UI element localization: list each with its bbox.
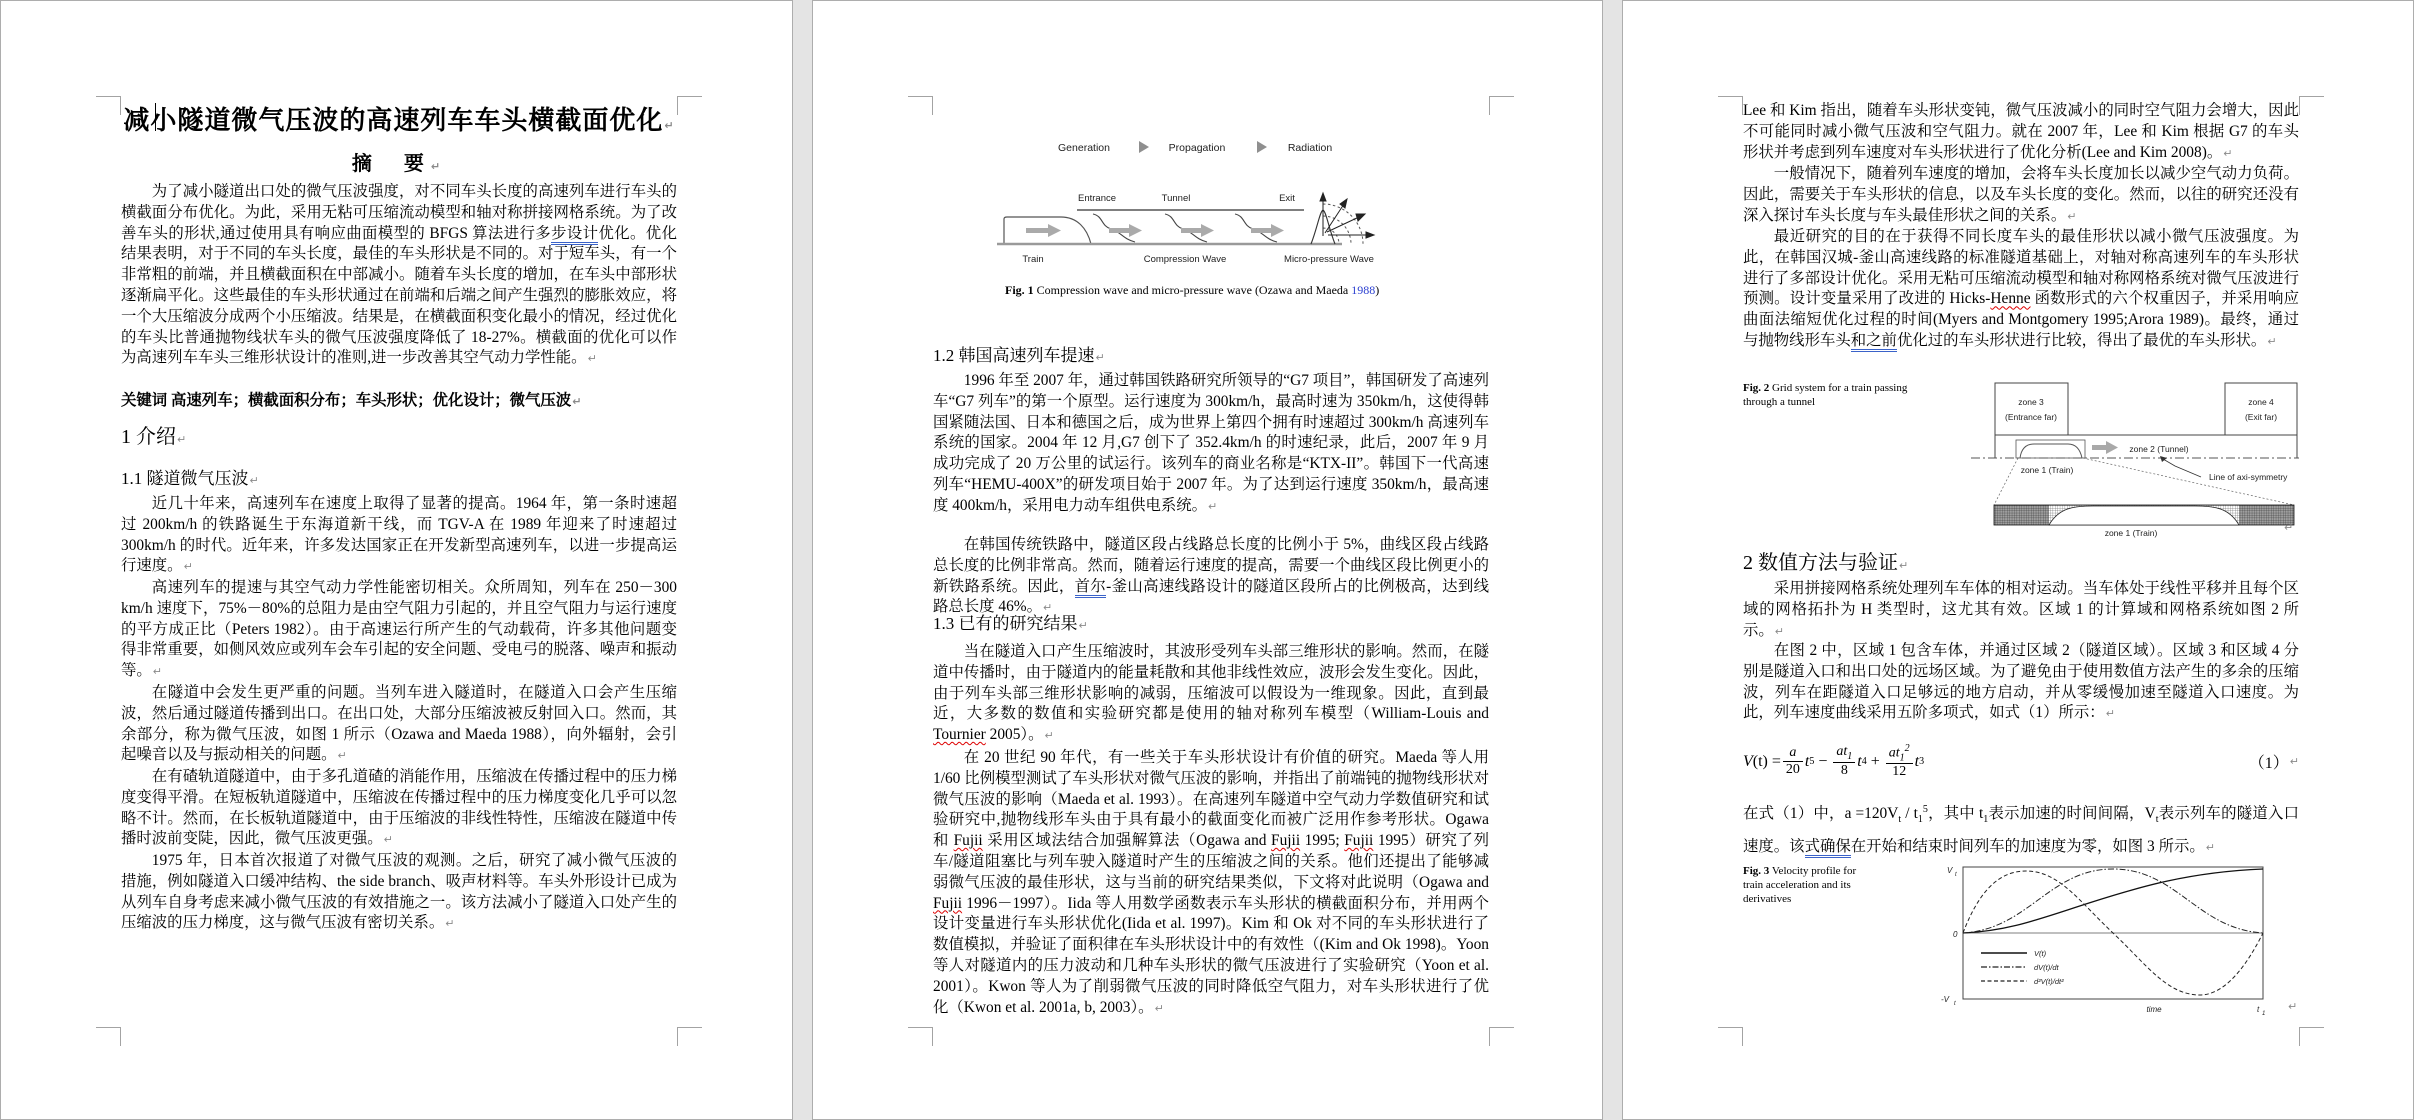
figure-3-caption: Fig. 3 Velocity profile for train acceleration and its derivatives <box>1743 865 1857 905</box>
revision-marked-text: 首尔 <box>1075 578 1106 598</box>
train-mesh-profile <box>2049 506 2239 525</box>
paragraph-mark <box>2287 997 2297 1015</box>
curve-first-derivative <box>1963 869 2263 933</box>
abstract-heading[interactable]: 摘 要 ↵ <box>121 147 677 176</box>
fig1-exit-label: Exit <box>1279 193 1295 204</box>
spellcheck-flagged-word: Henne <box>1990 290 2031 308</box>
text-boundary-mark <box>677 1027 702 1046</box>
revision-marked-text: 和之前 <box>1851 332 1897 352</box>
text-boundary-mark <box>96 1027 121 1046</box>
train-motion-arrow-icon <box>1048 224 1061 237</box>
fig3-ybot-label: -V <box>1941 995 1949 1004</box>
paragraph[interactable]: 在图 2 中，区域 1 包含车体，并通过区域 2（隧道区域）。区域 3 和区域 4 分别是隧道入口和出口处的远场区域。为了避免由于使用数值方法产生的多余的压缩波，列车在距隧道入口足够远的地方启动，并从零缓慢加速至隧道入口速度。为此，列车速度曲线采用五阶多项式，如式（1）所示： ↵ <box>1743 641 2299 725</box>
text-boundary-mark <box>2299 1027 2324 1046</box>
curve-velocity <box>1963 869 2263 933</box>
spellcheck-flagged-word: Fujii <box>1271 832 1301 850</box>
fig1-step-generation: Generation <box>1058 142 1110 154</box>
paragraph[interactable]: 1996 年至 2007 年，通过韩国铁路研究所领导的“G7 项目”，韩国研发了高速列车“G7 列车”的第一个原型。运行速度为 300km/h，最高时速为 350km/h，这使得韩国紧随法国、日本和德国之后，成为世界上第四个拥有时速超过 300km/h 高速列车系统的国家。2004 年 12 月,G7 创下了 352.4km/h 的时速纪录，此后，2007 年 9 月成功完成了 20 万公里的试运行。该列车的商业名称是“KTX-II”。韩国下一代高速列车“HEMU-400X”的研发项目始于 2007 年。为了达到运行速度 350km/h，最高速度 400km/h，采用电力动车组供电系统。 ↵ <box>933 371 1489 518</box>
fig1-step-radiation: Radiation <box>1287 142 1333 154</box>
fig2-zone1b-label: zone 1 (Train) <box>2104 528 2158 538</box>
heading-1-3[interactable]: 1.3 已有的研究结果 ↵ <box>933 609 1489 634</box>
paragraph[interactable]: 在有碴轨道隧道中，由于多孔道碴的消能作用，压缩波在传播过程中的压力梯度变得平滑。在短板轨道隧道中，压缩波在传播过程中的压力梯度变化几乎可以忽略不计。然而，在长板轨道隧道中，由于压缩波的非线性特性，压缩波在隧道中传播时波前变陡，因此，微气压波更强。 ↵ <box>121 767 677 851</box>
fig2-zone2-label: zone 2 (Tunnel) <box>2129 444 2189 454</box>
fig3-yzero-label: 0 <box>1953 930 1958 939</box>
fig3-legend <box>1981 949 2064 986</box>
fig2-zone3-sub: (Entrance far) <box>2005 412 2057 422</box>
fig3-x-label: time <box>2146 1005 2162 1014</box>
fig1-entrance-label: Entrance <box>1077 193 1117 204</box>
text-boundary-mark <box>908 96 933 115</box>
text-boundary-mark <box>1718 96 1743 115</box>
figure-1 <box>997 131 1407 339</box>
paragraph[interactable]: 最近研究的目的在于获得不同长度车头的最佳形状以减小微气压波强度。为此，在韩国汉城-釜山高速线路的标准隧道基础上，对轴对称高速列车的车头形状进行了多部设计优化。采用无粘可压缩流动模型和轴对称网格系统对微气压波进行预测。设计变量采用了改进的 Hicks-Henne 函数形式的六个权重因子，并采用响应曲面法缩短优化过程的时间(Myers and Montgomery 1995;Arora 1989)。最终，通过与抛物线形车头和之前优化过的车头形状进行比较，得出了最优的车头形状。 ↵ <box>1743 227 2299 353</box>
paragraph[interactable]: 采用拼接网格系统处理列车车体的相对运动。当车体处于线性平移并且每个区域的网格拓扑为 H 类型时，这尤其有效。区域 1 的计算域和网格系统如图 2 所示。 ↵ <box>1743 579 2299 642</box>
svg-text:V(t): V(t) <box>2034 949 2047 958</box>
keywords-line[interactable]: 关键词 高速列车；横截面积分布；车头形状；优化设计；微气压波 ↵ <box>121 391 677 413</box>
text-boundary-mark <box>2299 96 2324 115</box>
paragraph[interactable]: 在式（1）中，$a =120V_t / t_1^5$，其中 $t_1$表示加速的时间间隔，$V_t$表示列车的隧道入口速度。该式确保在开始和结束时间列车的加速度为零，如图 3 所示。 ↵ <box>1743 796 2299 861</box>
svg-text:t: t <box>1954 1001 1956 1007</box>
page-1[interactable] <box>0 0 793 1120</box>
heading-2-method[interactable]: 2 数值方法与验证 ↵ <box>1743 546 2299 575</box>
equation-1[interactable]: V (t) = $\frac{a}{20}$ t 5 − $\frac{at_1}{8}$ t 4 + $\frac{at_1^2}{12}$ t 3 （1） ↵ <box>1743 743 2299 780</box>
heading-1-1[interactable]: 1.1 隧道微气压波 ↵ <box>121 464 677 489</box>
text-boundary-mark <box>1489 1027 1514 1046</box>
text-boundary-mark <box>96 96 121 115</box>
paragraph[interactable]: 一般情况下，随着列车速度的增加，会将车头长度加长以减少空气动力负荷。因此，需要关于车头形状的信息，以及车头长度的变化。然而，以往的研究还没有深入探讨车头长度与车头最佳形状之间的关系。 ↵ <box>1743 164 2299 227</box>
fig2-axi-label: Line of axi-symmetry <box>2209 472 2288 482</box>
fig2-zone3-label: zone 3 <box>2018 397 2044 407</box>
figure-3-chart <box>1939 861 2279 1016</box>
text-boundary-mark <box>1489 96 1514 115</box>
radiation-arrows <box>1320 193 1374 238</box>
document-title[interactable]: 减小隧道微气压波的高速列车车头横截面优化 ↵ <box>121 100 677 137</box>
paragraph[interactable]: 在韩国传统铁路中，隧道区段占线路总长度的比例小于 5%，曲线区段占线路总长度的比例非常高。然而，随着运行速度的提高，需要一个曲线区段比例更小的新铁路系统。因此，首尔-釜山高速线路设计的隧道区段所占的比例极高，达到线路总长度 46%。 ↵ <box>933 535 1489 619</box>
heading-1-2[interactable]: 1.2 韩国高速列车提速 ↵ <box>933 341 1489 366</box>
spellcheck-flagged-word: Fujii <box>953 832 983 850</box>
equation-number: （1） <box>2248 755 2289 773</box>
figure-3 <box>1743 859 2299 1019</box>
revision-marked-text: 式确保 <box>1805 838 1851 858</box>
svg-text:t: t <box>1955 872 1957 878</box>
paragraph[interactable]: 在隧道中会发生更严重的问题。当列车进入隧道时，在隧道入口会产生压缩波，然后通过隧道传播到出口。在出口处，大部分压缩波被反射回入口。然而，其余部分，称为微气压波，如图 1 所示（Ozawa and Maeda 1988），向外辐射，会引起噪音以及与振动相关的问题。 ↵ <box>121 683 677 767</box>
svg-text:dV(t)/dt: dV(t)/dt <box>2034 963 2059 972</box>
fig3-ytop-label: V <box>1947 866 1953 875</box>
figure-1-diagram <box>997 131 1397 273</box>
svg-text:d²V(t)/dt²: d²V(t)/dt² <box>2034 977 2064 986</box>
spellcheck-flagged-word: Fujii <box>1344 832 1374 850</box>
fig1-micro-label: Micro-pressure Wave <box>1284 254 1374 265</box>
text-boundary-mark <box>677 96 702 115</box>
revision-marked-text: 步设计 <box>551 225 598 245</box>
figure-2 <box>1743 376 2299 544</box>
wave-arrow-icon <box>1201 224 1214 237</box>
paragraph[interactable]: 1975 年，日本首次报道了对微气压波的观测。之后，研究了减小微气压波的措施，例如隧道入口缓冲结构、the side branch、吸声材料等。车头外形设计已成为从列车自身考虑来减小微气压波的有效措施之一。该方法减小了隧道入口处产生的压缩波的压力梯度，这与微气压波有密切关系。 ↵ <box>121 851 677 935</box>
fig2-zone1-label: zone 1 (Train) <box>2020 465 2074 475</box>
fig2-zone4-sub: (Exit far) <box>2244 412 2278 422</box>
paragraph[interactable]: 高速列车的提速与其空气动力学性能密切相关。众所周知，列车在 250－300 km/h 速度下，75%－80%的总阻力是由空气阻力引起的，并且空气阻力与运行速度的平方成正比（Peters 1982）。由于高速运行所产生的气动载荷，许多其他问题变得非常重要，如侧风效应或列车会车引起的安全问题、受电弓的脱落、噪声和振动等。 ↵ <box>121 578 677 683</box>
fig1-compression-label: Compression Wave <box>1143 254 1227 265</box>
spellcheck-flagged-word: Tournier <box>933 726 986 744</box>
svg-text:1: 1 <box>2262 1011 2266 1016</box>
step-arrow-icon <box>1139 141 1149 153</box>
figure-2-caption: Fig. 2 Grid system for a train passing through a tunnel <box>1743 382 1908 408</box>
wave-arrow-icon <box>1271 224 1284 237</box>
fig2-zone4-label: zone 4 <box>2248 397 2274 407</box>
page-3[interactable] <box>1622 0 2414 1120</box>
text-boundary-mark <box>1718 1027 1743 1046</box>
fig1-train-label: Train <box>1022 254 1044 265</box>
paragraph[interactable]: 在 20 世纪 90 年代，有一些关于车头形状设计有价值的研究。Maeda 等人用 1/60 比例模型测试了车头形状对微气压波的影响，并指出了前端钝的抛物线形状对微气压波的影响（Maeda et al. 1993）。在高速列车隧道中空气动力学数值研究和试验研究中,抛物线形车头由于具有最小的截面变化而被广泛用作参考形状。Ogawa 和 Fujii 采用区域法结合加强解算法（Ogawa and Fujii 1995; Fujii 1995）研究了列车/隧道阻塞比与列车驶入隧道时产生的压缩波之间的关系。他们还提出了能够减弱微气压波的最佳形状，这与当前的研究结果类似，下文将对此说明（Ogawa and Fujii 1996－1997）。Iida 等人用数学函数表示车头形状的横截面积分布，并用两个设计变量进行车头形状优化(Iida et al. 1997)。Kim 和 Ok 对不同的车头形状进行了数值模拟，并验证了面积律在车头形状设计中的有效性（(Kim and Ok 1998)。Yoon 等人对隧道内的压力波动和几种车头形状的微气压波进行了实验研究（Yoon et al. 2001）。Kwon 等人为了削弱微气压波的同时降低空气阻力，对车头形状进行了优化（Kwon et al. 2001a, b, 2003）。 ↵ <box>933 748 1489 1019</box>
paragraph-mark <box>2283 518 2293 536</box>
paragraph[interactable]: 近几十年来，高速列车在速度上取得了显著的提高。1964 年，第一条时速超过 200km/h 的铁路诞生于东海道新干线，而 TGV-A 在 1989 年迎来了时速超过 300km/h 的时代。近年来，许多发达国家正在开发新型高速列车，以进一步提高运行速度。 ↵ <box>121 494 677 578</box>
direction-arrow-icon <box>2106 441 2118 454</box>
paragraph[interactable]: Lee 和 Kim 指出，随着车头形状变钝，微气压波减小的同时空气阻力会增大，因此不可能同时减小微气压波和空气阻力。就在 2007 年，Lee 和 Kim 根据 G7 的车头形状并考虑到列车速度对车头形状进行了优化分析(Lee and Kim 2008)。 ↵ <box>1743 101 2299 164</box>
heading-1-intro[interactable]: 1 介绍 ↵ <box>121 420 677 449</box>
page-2[interactable] <box>812 0 1603 1120</box>
wave-arrow-icon <box>1129 224 1142 237</box>
figure-2-diagram <box>1743 376 2299 541</box>
text-boundary-mark <box>908 1027 933 1046</box>
paragraph[interactable]: 当在隧道入口产生压缩波时，其波形受列车头部三维形状的影响。然而，在隧道中传播时，由于隧道内的能量耗散和其他非线性效应，波形会发生变化。因此，由于列车头部三维形状影响的减弱，压缩波可以假设为一维现象。因此，直到最近，大多数的数值和实验研究都是使用的轴对称列车模型（William-Louis and Tournier 2005）。 ↵ <box>933 642 1489 747</box>
fig3-xend-label: t <box>2257 1005 2260 1014</box>
citation-link[interactable]: 1988 <box>1351 283 1376 297</box>
abstract-paragraph[interactable]: 为了减小隧道出口处的微气压波强度，对不同车头长度的高速列车进行车头的横截面分布优化。为此，采用无粘可压缩流动模型和轴对称拼接网格系统。为了改善车头的形状,通过使用具有响应曲面模型的 BFGS 算法进行多步设计优化。优化结果表明，对于不同的车头长度，最佳的车头形状是不同的。对于短车头，有一个非常粗的前端，并且横截面积在中部减小。随着车头长度的增加，在车头中部形状逐渐扁平化。这些最佳的车头形状通过在前端和后端之间产生强烈的膨胀效应，将一个大压缩波分成两个小压缩波。结果是，在横截面积变化最小的情况，经过优化的车头比普通抛物线状车头的微气压波强度降低了 18-27%。横截面的优化可以作为高速列车车头三维形状设计的准则,进一步改善其空气动力学性能。 ↵ <box>121 182 677 370</box>
fig1-tunnel-label: Tunnel <box>1161 193 1191 204</box>
fig1-step-propagation: Propagation <box>1168 142 1226 154</box>
step-arrow-icon <box>1257 141 1267 153</box>
spellcheck-flagged-word: Fujii <box>933 894 963 912</box>
figure-1-caption: Fig. 1 Compression wave and micro-pressure wave (Ozawa and Maeda 1988) <box>1005 283 1380 297</box>
